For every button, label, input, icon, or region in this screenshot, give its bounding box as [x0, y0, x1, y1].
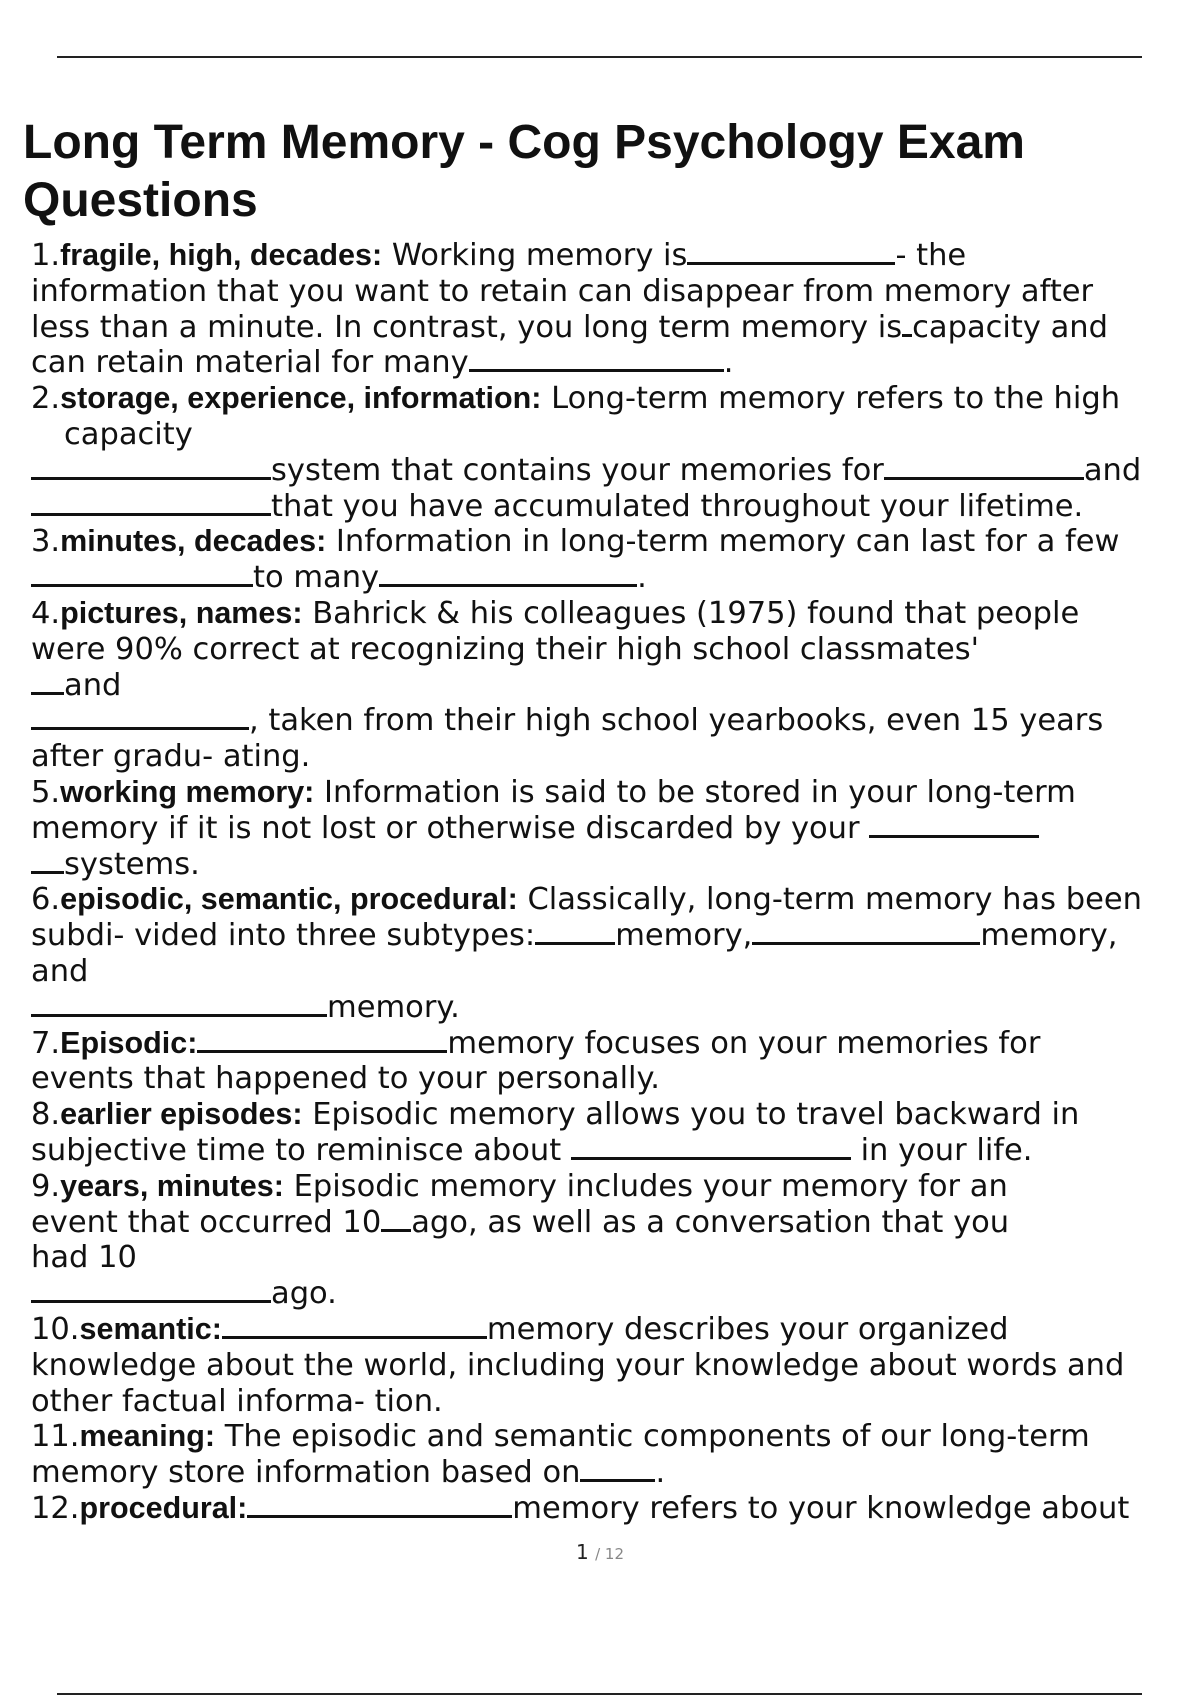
question-text: and — [64, 667, 122, 703]
question-number: 6. — [31, 882, 61, 918]
question-text: systems. — [64, 846, 200, 882]
question-text: subdi- vided into three subtypes: — [31, 918, 536, 954]
question-text: - the — [895, 238, 967, 273]
question-text: and — [31, 953, 89, 989]
fill-blank — [31, 455, 271, 480]
question-12 — [31, 1491, 1191, 1527]
question-text: The episodic and semantic components of our long-term — [215, 1419, 1090, 1455]
fill-blank — [31, 491, 271, 516]
question-11 — [31, 1419, 1191, 1491]
fill-blank — [31, 705, 249, 730]
fill-blank — [222, 1314, 487, 1339]
question-text: memory focuses on your memories for — [447, 1025, 1041, 1061]
question-text: capacity and — [912, 309, 1108, 345]
question-answer: episodic, semantic, procedural: — [60, 882, 518, 917]
question-text: memory, — [615, 918, 753, 954]
question-answer: semantic: — [79, 1311, 222, 1346]
question-text: in your life. — [850, 1132, 1033, 1168]
question-text: memory, — [980, 918, 1118, 954]
question-number: 4. — [31, 595, 61, 631]
question-text: , taken from their high school yearbooks, even 15 years — [249, 703, 1104, 739]
question-answer: fragile, high, decades: — [60, 238, 383, 272]
fill-blank — [752, 920, 980, 945]
fill-blank — [902, 312, 912, 337]
question-10 — [31, 1312, 1191, 1419]
question-text: Working memory is — [382, 238, 688, 273]
question-text: Episodic memory includes your memory for an — [283, 1168, 1008, 1204]
fill-blank — [381, 1207, 411, 1232]
question-number: 12. — [31, 1490, 80, 1526]
question-answer: earlier episodes: — [60, 1097, 303, 1132]
question-answer: minutes, decades: — [60, 524, 327, 559]
question-text: system that contains your memories for — [271, 452, 884, 488]
question-text: memory. — [327, 989, 460, 1025]
question-text: memory refers to your knowledge about — [512, 1490, 1130, 1526]
question-7 — [31, 1026, 1191, 1098]
question-number: 10. — [31, 1311, 80, 1347]
question-3 — [31, 524, 1191, 596]
page-indicator — [0, 1540, 1200, 1564]
fill-blank — [869, 813, 1039, 838]
question-4 — [31, 596, 1191, 775]
fill-blank — [31, 1278, 271, 1303]
question-text: . — [637, 560, 647, 596]
fill-blank — [580, 1457, 655, 1482]
question-text: subjective time to reminisce about — [31, 1132, 571, 1168]
question-answer: years, minutes: — [60, 1168, 284, 1203]
fill-blank — [469, 347, 724, 372]
question-text: . — [723, 345, 734, 381]
question-answer: pictures, names: — [60, 595, 303, 630]
question-number: 3. — [31, 524, 61, 560]
fill-blank — [197, 1028, 447, 1053]
question-text: memory if it is not lost or otherwise discarded by your — [31, 810, 870, 846]
question-text: Long-term memory refers to the high — [541, 381, 1121, 417]
question-number: 9. — [31, 1168, 61, 1204]
question-2 — [31, 381, 1191, 524]
question-text: memory store information based on — [31, 1455, 581, 1491]
question-text: event that occurred 10 — [31, 1204, 382, 1240]
question-text: ago, as well as a conversation that you — [411, 1204, 1010, 1240]
page-total: / 12 — [595, 1545, 624, 1563]
question-answer: meaning: — [79, 1419, 216, 1454]
question-text: after gradu- ating. — [31, 739, 311, 775]
question-answer: working memory: — [60, 774, 315, 809]
question-text: memory describes your organized — [486, 1311, 1009, 1347]
question-text: Episodic memory allows you to travel backward in — [302, 1097, 1080, 1133]
question-list — [31, 238, 1191, 1527]
fill-blank — [535, 920, 615, 945]
bottom-rule — [57, 1693, 1142, 1695]
question-number: 5. — [31, 774, 61, 810]
question-number: 7. — [31, 1025, 61, 1061]
question-text: information that you want to retain can disappear from memory after — [31, 273, 1094, 309]
fill-blank — [687, 240, 895, 265]
question-9 — [31, 1169, 1191, 1312]
page-title: Long Term Memory - Cog Psychology Exam Questions — [23, 116, 1025, 227]
fill-blank — [884, 455, 1084, 480]
fill-blank — [31, 562, 253, 587]
question-text: ago. — [271, 1276, 337, 1312]
fill-blank — [571, 1135, 851, 1160]
fill-blank — [379, 562, 637, 587]
question-answer: storage, experience, information: — [60, 381, 542, 416]
question-text: to many — [253, 560, 380, 596]
question-text: were 90% correct at recognizing their high school classmates' — [31, 631, 980, 667]
question-text: knowledge about the world, including your knowledge about words and — [31, 1347, 1125, 1383]
question-8 — [31, 1097, 1191, 1169]
question-text: had 10 — [31, 1240, 137, 1276]
question-answer: procedural: — [79, 1490, 248, 1525]
question-text: less than a minute. In contrast, you long term memory is — [31, 309, 903, 345]
question-text: that you have accumulated throughout your lifetime. — [271, 488, 1084, 524]
question-text: Classically, long-term memory has been — [517, 882, 1142, 918]
question-text: Information is said to be stored in your long-term — [314, 774, 1076, 810]
question-number: 8. — [31, 1097, 61, 1133]
question-text: Bahrick & his colleagues (1975) found that people — [302, 595, 1080, 631]
fill-blank — [31, 670, 64, 695]
fill-blank — [31, 992, 327, 1017]
question-number: 2. — [31, 381, 61, 417]
question-number: 11. — [31, 1419, 80, 1455]
question-text: capacity — [64, 416, 193, 452]
fill-blank — [247, 1493, 512, 1518]
question-1 — [31, 238, 1191, 381]
question-answer: Episodic: — [60, 1025, 198, 1060]
question-number: 1. — [31, 238, 61, 273]
question-6 — [31, 882, 1191, 1025]
question-text: Information in long-term memory can last for a few — [326, 524, 1120, 560]
question-text: . — [655, 1455, 666, 1491]
top-rule — [57, 56, 1142, 58]
fill-blank — [31, 849, 64, 874]
page-current: 1 — [575, 1540, 589, 1564]
question-text: events that happened to your personally. — [31, 1061, 660, 1097]
question-5 — [31, 775, 1191, 882]
question-text: other factual informa- tion. — [31, 1383, 443, 1419]
question-text: and — [1083, 452, 1142, 488]
question-text: can retain material for many — [31, 345, 469, 381]
